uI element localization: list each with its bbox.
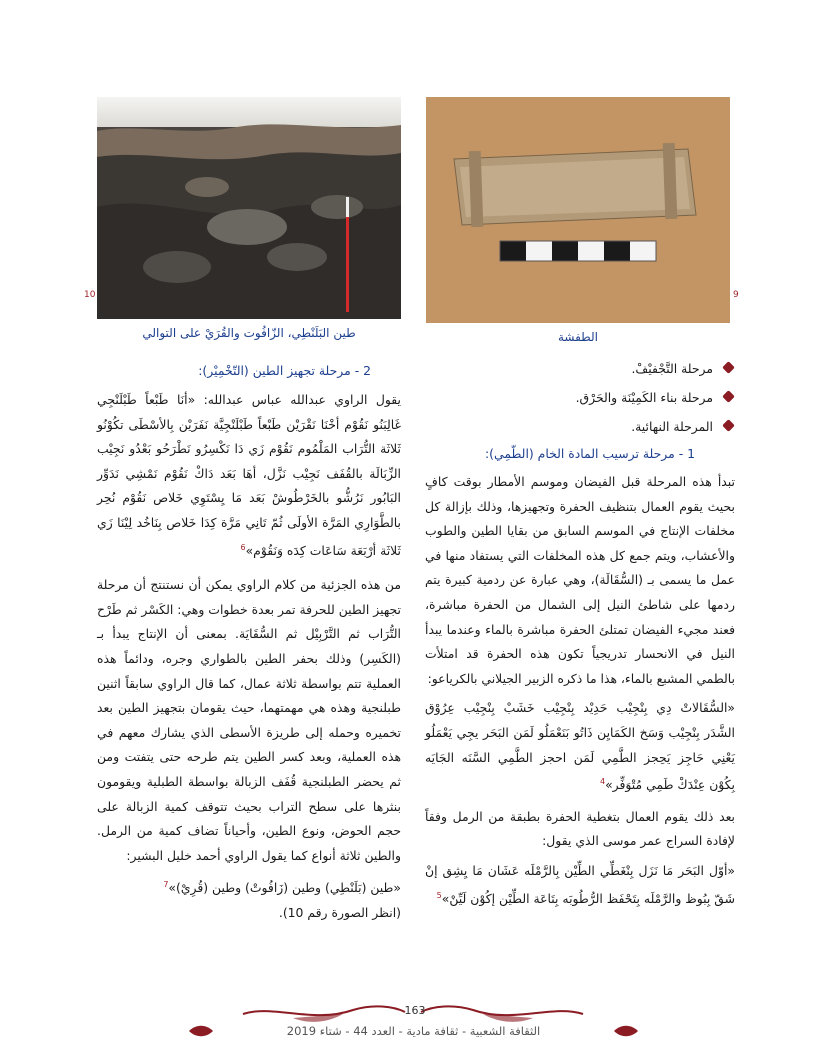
diamond-bullet-icon bbox=[722, 361, 735, 374]
list-item-text: مرحلة التَّجْفيْفْ. bbox=[631, 361, 713, 376]
section-heading-2: 2 - مرحلة تجهيز الطين (التّخْمِيْر): bbox=[198, 363, 371, 378]
page-number: 163 bbox=[404, 1004, 426, 1017]
list-item-text: المرحلة النهائية. bbox=[631, 419, 713, 434]
caption-left: طين البَلَنْطِي، الزّافُوت والقُرَيْ على التوالي bbox=[142, 326, 356, 340]
diamond-bullet-icon bbox=[722, 419, 735, 432]
paragraph: تبدأ هذه المرحلة قبل الفيضان وموسم الأمطار بوقت كافٍ بحيث يقوم العمال بتنظيف الحفرة وتجهيزها، وذلك بإزالة كل مخلفات الإنتاج في الموسم السابق من بقايا الطين والطوب والأعشاب، ويتم جمع كل هذه المخلفات التي يستفاد منها في عمل ما يسمى بـ (السُّقَالَة)، وهي عبارة عن ردمية كبيرة يتم ردمها على شاطئ النيل إلى الشمال من الحفرة مباشرة، فعند مجيء الفيضان تمتلئ الحفرة مباشرة بالماء وعندما يبدأ النيل في الانحسار تدريجياً تكون هذه الحفرة قد امتلأت بالطمي المشبع بالماء، هذا ما ذكره الزبير الجيلاني بالكرياعو: bbox=[425, 474, 735, 686]
diamond-bullet-icon bbox=[722, 390, 735, 403]
photo-kiln-clay-image bbox=[97, 97, 401, 319]
quote-text: «أوّل البَحَر مَا نَزَل بِنْغَطِّي الطِّيْن بِالرَّمْلَه عَشَان مَا يِشِق إنْ شَقّ بِبُوظ والرَّمْلَه بِتَحْفَظ الرُّطُوبَه بِتَاعَة الطِّيْن إكُوْن لَيِّنْ» bbox=[425, 863, 735, 906]
footnote-ref: 6 bbox=[240, 542, 246, 552]
paragraph: بعد ذلك يقوم العمال بتغطية الحفرة بطبقة من الرمل وفقاً لإفادة السراج عمر موسى الذي يقول: bbox=[425, 808, 735, 849]
right-column bbox=[425, 354, 735, 911]
quote bbox=[425, 696, 735, 798]
paragraph: من هذه الجزئية من كلام الراوي يمكن أن نستنتج أن مرحلة تجهيز الطين للحرفة تمر بعدة خطوات وهي: الكَسْر ثم طَرْح التُّرَاب ثم التَّرْبِيْل ثم السُّقَايَة. بمعنى أن الإنتاج يبدأ بـ (الكَسِر) وذلك بحفر الطين بالطواري وجره، ودائماً هذه العملية تتم بواسطة ثلاثة عمال، كما قال الراوي سابقاً اثنين طبلنجية وهذه هي مهمتهما، حيث يقومان بتجهيز الطين بعد تخميره وحمله إلى طريزة الأسطى الذي يشارك معهم في هذه العملية، وبعد كسر الطين يتم طرحه حتى يتفتت ومن ثم يحضر الطبلنجية قُفَف الزبالة بواسطة الطبلية ويقومون بنثرها على سطح التراب بحيث تتوقف كمية الزبالة على حجم الحوض، ونوع الطين، وأحياناً تضاف كمية من الرمل. والطين ثلاثة أنواع كما يقول الراوي أحمد خليل البشير: bbox=[97, 577, 401, 863]
paragraph-text: يقول الراوي عبدالله عباس عبدالله: «أنَا طَبْعاً طَبْلَنْجِي غَالِبَنُو نَقُوْم أخْنَا نَقْرَيْن طَبْعاً طَبْلَنْجِيَّة نَفَرَيْن بِالأسْطَى تكُوْنُو ثَلاثَة التُّرَاب المَلْمُوم نَقُوْم زَي دَا نَكْسِرُو نَطْرَحُو بَعْدُو نَجِيْب الزِّبَالَة بالقُفَف نَجِيْب نَزَّل، أهَا بَعَد دَاكْ نَقُوْم نَمْشِي نَدَوِّر البَابُور نَرُشُّو بالخَرْطُوشْ بَعَد مَا يِسْتَوِي خَلاص نَقُوْم نُحِر بالطَّوَارِي المَرَّة الأولَى ثُمّ تَانِي مَرَّة كِدَا خَلاص بِنَاخُد لِيْنَا زَي ثَلاثَة أرْبَعَة سَاعَات كِدَه وَنَقُوْم» bbox=[97, 392, 401, 558]
paragraph: (انظر الصورة رقم 10). bbox=[278, 905, 401, 921]
list-item bbox=[425, 354, 735, 383]
list-item bbox=[425, 383, 735, 412]
figure-number-9: 9 bbox=[733, 290, 739, 300]
footnote-ref: 4 bbox=[599, 777, 606, 787]
page-footer bbox=[0, 1000, 827, 1063]
leaf-ornament-icon bbox=[613, 1024, 639, 1038]
list-item bbox=[425, 412, 735, 441]
footnote-ref: 5 bbox=[436, 890, 442, 900]
stage-list bbox=[425, 354, 735, 441]
quote bbox=[425, 859, 735, 911]
photo-kiln-clay bbox=[97, 97, 401, 319]
figure-number-10: 10 bbox=[84, 290, 96, 300]
photo-tafsha bbox=[426, 97, 730, 323]
caption-right: الطفشة bbox=[557, 330, 599, 344]
journal-title: الثقافة الشعبية - ثقافة مادية - العدد 44 - شتاء 2019 bbox=[286, 1024, 541, 1038]
quote-text: «السُّقَالاتْ دِي بِنْجِيْب حَدِيْد بِنْجِيْب خَشَبْ بِنْجِيْب عِرُوْق الشَّدَر بِنْجِيْب وَسَخ الكَمَايِن ذَاتُو بَنَعْمَلُو لَمَن البَحَر يجِي يَعْمَلُو يَعْنِي حَاجِز يَحِجز الطَّمِي لَمَن احجز الطَّمِي السَّنَه الجَايَه بِكُوْن عِنْدَكْ طَمِي مُتْوَفِّر» bbox=[425, 700, 735, 793]
paragraph bbox=[97, 388, 401, 563]
paragraph-text: «طين (بَلَنْطِي) وطين (زَافُوتْ) وطين (قُرِيْ)» bbox=[168, 880, 401, 896]
paragraph bbox=[97, 873, 401, 901]
left-column bbox=[97, 360, 401, 926]
list-item-text: مرحلة بناء الكَمِيْنَة والحَرْق. bbox=[575, 390, 713, 405]
photo-tafsha-image bbox=[426, 97, 730, 323]
footnote-ref: 7 bbox=[163, 880, 169, 890]
section-heading-1: 1 - مرحلة ترسيب المادة الخام (الطّمِي): bbox=[485, 446, 695, 461]
